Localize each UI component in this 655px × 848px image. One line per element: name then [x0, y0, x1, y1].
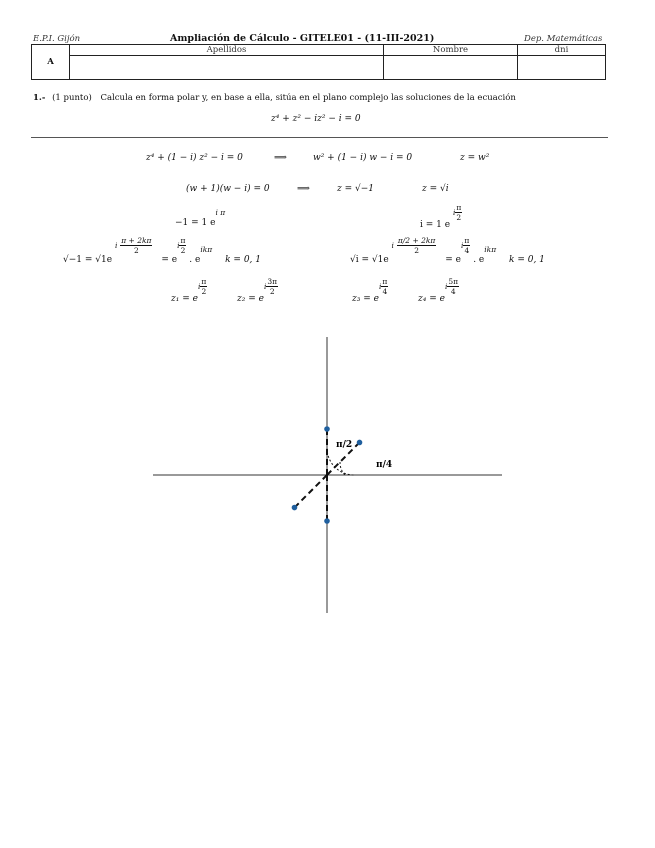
implies-arrow-1: ⟹ [274, 153, 287, 163]
root-z4 [418, 277, 459, 304]
e: e [171, 255, 178, 265]
substitution: z = w² [460, 153, 490, 163]
frac-den: 4 [464, 246, 470, 255]
label-pi-over-2: π/2 [336, 440, 353, 450]
equation-z: z⁴ + (1 − i) z² − i = 0 [146, 153, 243, 163]
z2-exponent [263, 277, 278, 296]
name-header: Nombre [384, 45, 518, 56]
roots-right-lhs: √i = √1e [350, 255, 389, 265]
surname-field[interactable] [70, 56, 384, 80]
polar-i-exp-i: i [452, 208, 456, 217]
dot-e: . e [189, 255, 201, 265]
equation-w: w² + (1 − i) w − i = 0 [313, 153, 413, 163]
separator-rule [31, 137, 608, 138]
root-i: z = √i [422, 184, 449, 194]
frac-num: π [201, 277, 207, 286]
question-number: 1.- [33, 93, 46, 103]
exam-model-letter: A [32, 45, 70, 80]
root-z2 [237, 277, 278, 304]
name-field[interactable] [384, 56, 518, 80]
root-z1 [171, 277, 207, 304]
root-z3 [352, 277, 388, 304]
frac-num: π [456, 203, 462, 212]
exp-i: i [114, 241, 118, 250]
question-points: (1 punto) [52, 93, 92, 103]
polar-minus-one-base: −1 = 1 e [175, 218, 216, 228]
exam-title: Ampliación de Cálculo - GITELE01 - (11-III-2021) [170, 33, 435, 44]
polar-i-base: i = 1 e [420, 220, 451, 230]
frac-num: π [464, 236, 470, 245]
equals: = [161, 255, 169, 265]
question-equation: z⁴ + z² − iz² − i = 0 [271, 114, 361, 124]
ikpi-exponent: ikπ [200, 245, 213, 254]
exp-i: i [391, 241, 394, 250]
root-point-z2 [324, 518, 330, 524]
frac-num: π [382, 277, 388, 286]
roots-left-exponent [120, 236, 152, 255]
exp-i: i [197, 282, 201, 291]
frac-den: 4 [382, 287, 388, 296]
implies-arrow-2: ⟹ [297, 184, 310, 194]
exp-i: i [177, 241, 180, 250]
polar-i-exp-frac [452, 203, 462, 222]
roots-right-general [350, 236, 545, 265]
frac-den: 2 [180, 246, 186, 255]
student-id-table [31, 44, 606, 80]
polar-minus-one [175, 208, 226, 228]
root-point-z4 [292, 505, 298, 511]
frac-den: 2 [201, 287, 207, 296]
exp-i: i [444, 282, 448, 291]
root-ray-4 [294, 475, 327, 508]
roots-right-exponent [397, 236, 437, 255]
roots-left-lhs: √−1 = √1e [63, 255, 113, 265]
k-values-left: k = 0, 1 [225, 255, 261, 265]
root-point-z3 [357, 440, 363, 446]
roots-left-general [63, 236, 261, 265]
frac-den: 2 [269, 287, 275, 296]
frac-num: 3π [267, 277, 278, 286]
id-header: dni [518, 45, 606, 56]
id-field[interactable] [518, 56, 606, 80]
department-name: Dep. Matemáticas [524, 34, 603, 44]
roots-left-mid-exponent [179, 236, 186, 255]
k-values-right: k = 0, 1 [509, 255, 545, 265]
question-text: Calcula en forma polar y, en base a ella, sitúa en el plano complejo las soluciones de la ecuación [100, 93, 516, 103]
exp-i: i [460, 241, 464, 250]
label-pi-over-4: π/4 [376, 460, 393, 470]
school-name: E.P.I. Gijón [33, 34, 81, 44]
z1-exponent [197, 277, 207, 296]
complex-plane-figure [150, 335, 505, 615]
z4-lhs: z₄ = e [418, 294, 445, 304]
root-point-z1 [324, 426, 330, 432]
z4-exponent [444, 277, 459, 296]
question-statement [33, 93, 516, 103]
frac-num: π [180, 236, 186, 245]
root-minus-one: z = √−1 [337, 184, 375, 194]
z2-lhs: z₂ = e [237, 294, 264, 304]
z3-exponent [378, 277, 388, 296]
exp-i: i [263, 282, 267, 291]
z3-lhs: z₃ = e [352, 294, 379, 304]
dot-e: . e [473, 255, 485, 265]
frac-den: 2 [133, 246, 139, 255]
ikpi-exponent: ikπ [484, 245, 497, 254]
surname-header: Apellidos [70, 45, 384, 56]
frac-den: 2 [456, 213, 462, 222]
polar-i [420, 203, 462, 230]
frac-den: 2 [414, 246, 419, 255]
frac-num: 5π [448, 277, 459, 286]
polar-minus-one-exponent: i π [215, 208, 226, 217]
frac-den: 4 [450, 287, 456, 296]
roots-right-mid-exponent [460, 236, 470, 255]
exp-i: i [378, 282, 382, 291]
equals: = [445, 255, 453, 265]
z1-lhs: z₁ = e [171, 294, 198, 304]
e: e [455, 255, 461, 265]
factored-equation: (w + 1)(w − i) = 0 [186, 184, 270, 194]
frac-num: π/2 + 2kπ [397, 236, 436, 245]
frac-num: π + 2kπ [121, 236, 152, 245]
